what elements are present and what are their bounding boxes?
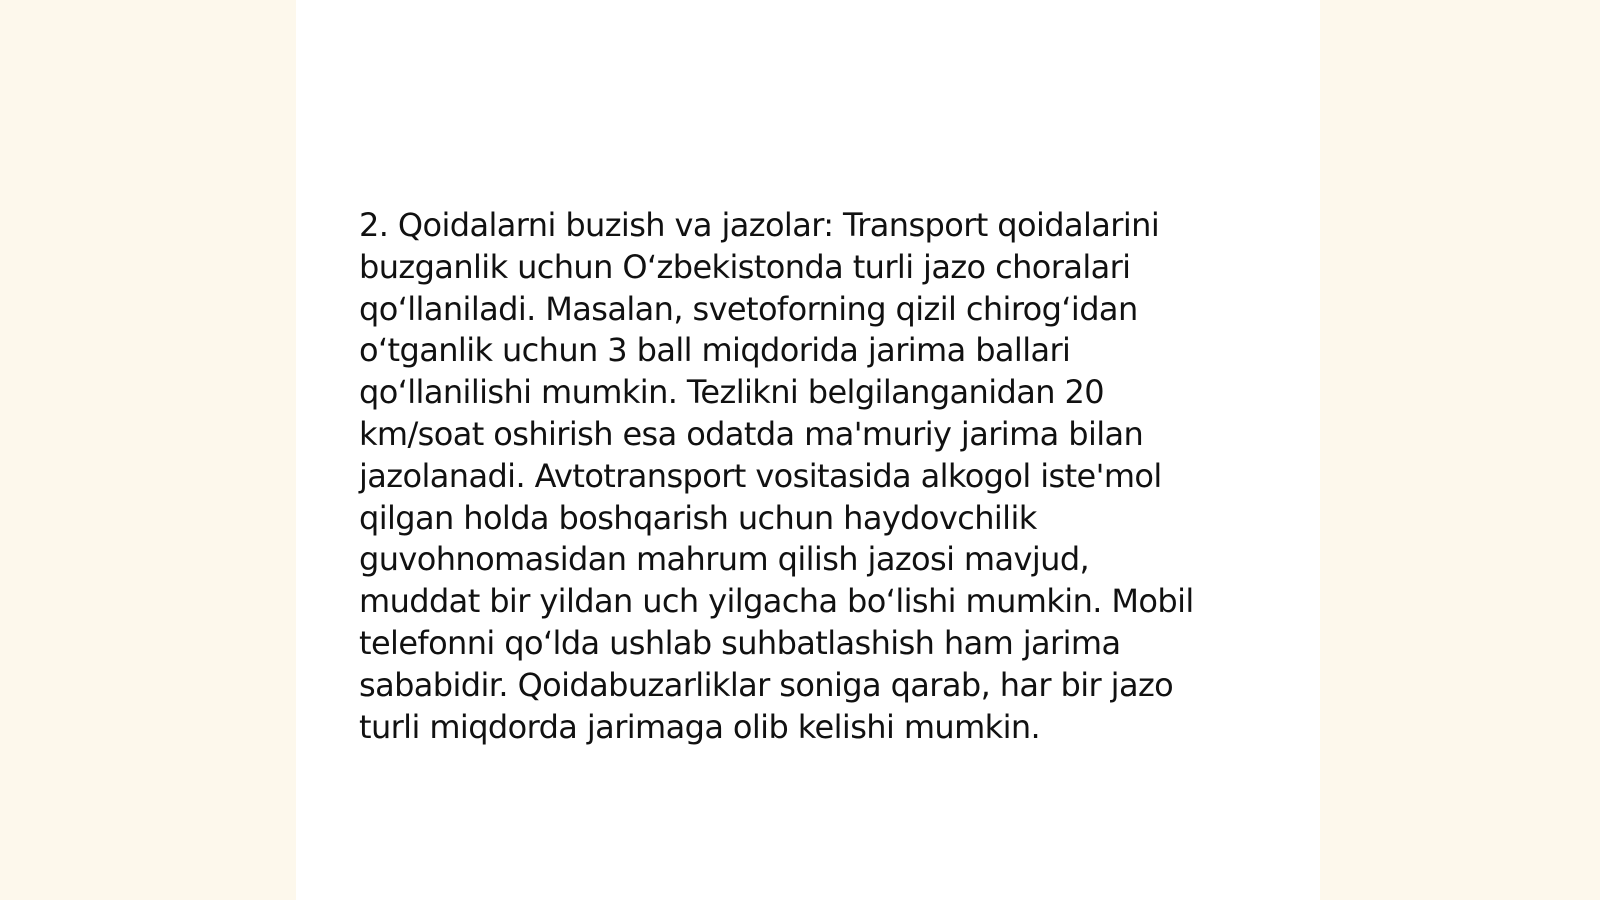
- text-line: o‘tganlik uchun 3 ball miqdorida jarima ballari: [359, 331, 1071, 370]
- text-line: buzganlik uchun O‘zbekistonda turli jazo choralari: [359, 247, 1131, 286]
- text-line: km/soat oshirish esa odatda ma'muriy jarima bilan: [359, 414, 1144, 453]
- text-line: sababidir. Qoidabuzarliklar soniga qarab, har bir jazo: [359, 665, 1174, 704]
- text-line: 2. Qoidalarni buzish va jazolar: Transport qoidalarini: [359, 206, 1160, 244]
- text-line: turli miqdorda jarimaga olib kelishi mumkin.: [359, 707, 1041, 746]
- slide: [296, 0, 1320, 900]
- text-line: qilgan holda boshqarish uchun haydovchilik: [359, 498, 1037, 537]
- text-line: telefonni qo‘lda ushlab suhbatlashish ham jarima: [359, 623, 1121, 662]
- text-line: muddat bir yildan uch yilgacha bo‘lishi mumkin. Mobil: [359, 582, 1194, 621]
- slide-body-text: [359, 205, 1259, 748]
- text-line: qo‘llanilishi mumkin. Tezlikni belgilanganidan 20: [359, 373, 1105, 412]
- text-line: guvohnomasidan mahrum qilish jazosi mavjud,: [359, 540, 1090, 579]
- text-line: qo‘llaniladi. Masalan, svetoforning qizil chirog‘idan: [359, 289, 1138, 328]
- text-line: jazolanadi. Avtotransport vositasida alkogol iste'mol: [359, 456, 1162, 495]
